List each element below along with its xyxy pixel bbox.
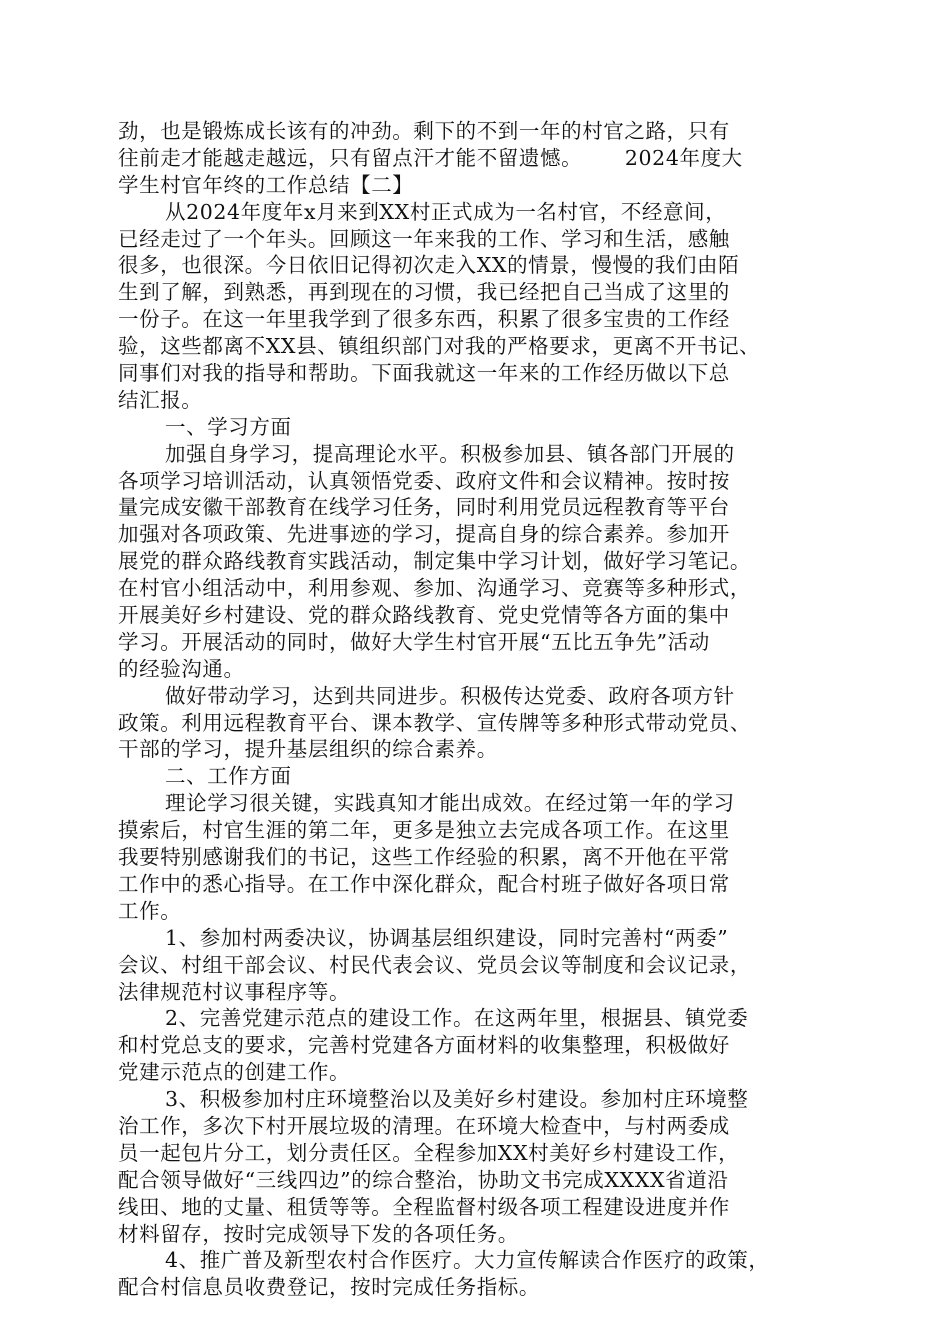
- text-line: 很多，也很深。今日依旧记得初次走入XX的情景，慢慢的我们由陌: [118, 253, 740, 278]
- text-line: 学习。开展活动的同时，做好大学生村官开展“五比五争先”活动: [118, 629, 710, 654]
- text-line: 加强自身学习，提高理论水平。积极参加县、镇各部门开展的: [165, 441, 735, 466]
- text-line: 干部的学习，提升基层组织的综合素养。: [118, 737, 498, 762]
- document-body: [118, 118, 830, 1301]
- text-line: 已经走过了一个年头。回顾这一年来我的工作、学习和生活，感触: [118, 226, 730, 251]
- text-line: 3、积极参加村庄环境整治以及美好乡村建设。参加村庄环境整: [165, 1087, 749, 1112]
- text-line: 结汇报。: [118, 387, 203, 412]
- text-line: 工作中的悉心指导。在工作中深化群众，配合村班子做好各项日常: [118, 871, 730, 896]
- text-line: 员一起包片分工，划分责任区。全程参加XX村美好乡村建设工作，: [118, 1140, 740, 1165]
- text-line: 党建示范点的创建工作。: [118, 1060, 351, 1085]
- text-line: 治工作，多次下村开展垃圾的清理。在环境大检查中，与村两委成: [118, 1113, 730, 1138]
- text-line: 4、推广普及新型农村合作医疗。大力宣传解读合作医疗的政策，: [165, 1248, 770, 1273]
- text-line: 工作。: [118, 898, 182, 923]
- text-line: 的经验沟通。: [118, 656, 245, 681]
- text-line: 材料留存，按时完成领导下发的各项任务。: [118, 1221, 519, 1246]
- text-line: 一、学习方面: [165, 414, 292, 439]
- text-line: 生到了解，到熟悉，再到现在的习惯，我已经把自己当成了这里的: [118, 280, 730, 305]
- text-line: 一份子。在这一年里我学到了很多东西，积累了很多宝贵的工作经: [118, 307, 730, 332]
- text-line: 二、工作方面: [165, 764, 292, 789]
- text-line: 量完成安徽干部教育在线学习任务，同时利用党员远程教育等平台: [118, 495, 730, 520]
- text-line: 配合村信息员收费登记，按时完成任务指标。: [118, 1275, 540, 1300]
- text-line: 同事们对我的指导和帮助。下面我就这一年来的工作经历做以下总: [118, 361, 730, 386]
- text-line: 开展美好乡村建设、党的群众路线教育、党史党情等各方面的集中: [118, 603, 730, 628]
- text-line: 政策。利用远程教育平台、课本教学、宣传牌等多种形式带动党员、: [118, 710, 751, 735]
- text-line: 验，这些都离不XX县、镇组织部门对我的严格要求，更离不开书记、: [118, 334, 761, 359]
- text-line: 展党的群众路线教育实践活动，制定集中学习计划，做好学习笔记。: [118, 549, 751, 574]
- text-line: 2、完善党建示范点的建设工作。在这两年里，根据县、镇党委: [165, 1006, 749, 1031]
- text-line: 我要特别感谢我们的书记，这些工作经验的积累，离不开他在平常: [118, 845, 730, 870]
- text-line: 理论学习很关键，实践真知才能出成效。在经过第一年的学习: [165, 791, 735, 816]
- text-line: 往前走才能越走越远，只有留点汗才能不留遗憾。 2024年度大: [118, 145, 743, 170]
- text-line: 配合领导做好“三线四边”的综合整治，协助文书完成XXXX省道沿: [118, 1167, 729, 1192]
- text-line: 在村官小组活动中，利用参观、参加、沟通学习、竞赛等多种形式，: [118, 576, 751, 601]
- text-line: 从2024年度年x月来到XX村正式成为一名村官，不经意间，: [165, 199, 727, 224]
- text-line: 加强对各项政策、先进事迹的学习，提高自身的综合素养。参加开: [118, 522, 730, 547]
- text-line: 法律规范村议事程序等。: [118, 979, 351, 1004]
- text-line: 1、参加村两委决议，协调基层组织建设，同时完善村“两委”: [165, 925, 729, 950]
- text-line: 学生村官年终的工作总结【二】: [118, 172, 414, 197]
- text-line: 线田、地的丈量、租赁等等。全程监督村级各项工程建设进度并作: [118, 1194, 730, 1219]
- text-line: 和村党总支的要求，完善村党建各方面材料的收集整理，积极做好: [118, 1033, 730, 1058]
- text-line: 各项学习培训活动，认真领悟党委、政府文件和会议精神。按时按: [118, 468, 730, 493]
- text-line: 做好带动学习，达到共同进步。积极传达党委、政府各项方针: [165, 683, 735, 708]
- text-line: 会议、村组干部会议、村民代表会议、党员会议等制度和会议记录，: [118, 952, 751, 977]
- text-line: 劲，也是锻炼成长该有的冲劲。剩下的不到一年的村官之路，只有: [118, 119, 730, 143]
- text-line: 摸索后，村官生涯的第二年，更多是独立去完成各项工作。在这里: [118, 818, 730, 843]
